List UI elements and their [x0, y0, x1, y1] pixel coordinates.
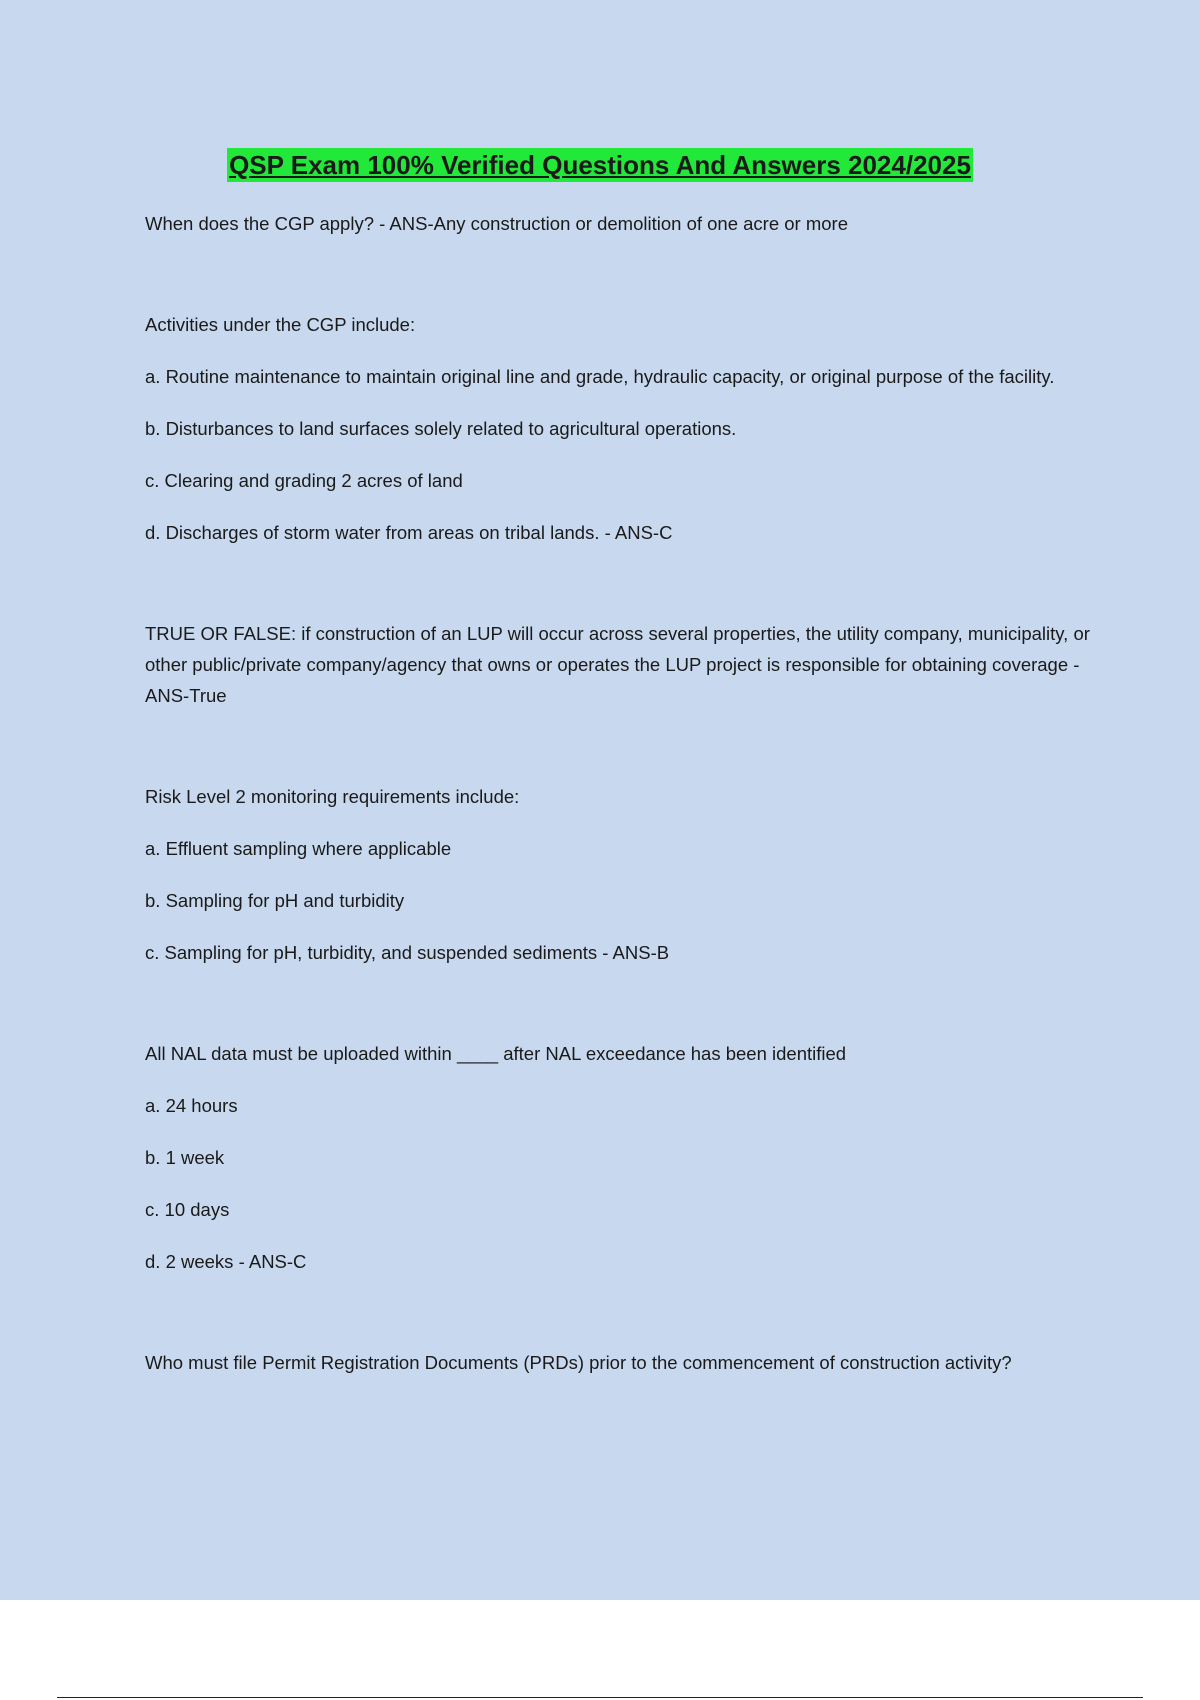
answer-option: d. 2 weeks - ANS-C — [145, 1251, 307, 1272]
title-container — [0, 148, 1200, 182]
question-text: All NAL data must be uploaded within ____ after NAL exceedance has been identified — [145, 1043, 847, 1064]
question-text: TRUE OR FALSE: if construction of an LUP will occur across several properties, the utility company, municipality, or other public/private company/agency that owns or operates the LUP project is responsible for obtaining coverage - ANS-True — [145, 623, 1090, 706]
answer-option: c. 10 days — [145, 1199, 230, 1220]
qa-block — [145, 208, 1100, 239]
qa-block — [145, 1347, 1100, 1378]
question-text: Activities under the CGP include: — [145, 314, 416, 335]
footer-divider — [57, 1697, 1143, 1698]
answer-option: b. 1 week — [145, 1147, 225, 1168]
question-text: Who must file Permit Registration Documents (PRDs) prior to the commencement of construction activity? — [145, 1352, 1012, 1373]
qa-block — [145, 309, 1100, 548]
answer-option: a. Effluent sampling where applicable — [145, 838, 452, 859]
question-text: When does the CGP apply? - ANS-Any construction or demolition of one acre or more — [145, 213, 849, 234]
qa-block — [145, 618, 1100, 711]
answer-option: a. 24 hours — [145, 1095, 238, 1116]
question-text: Risk Level 2 monitoring requirements include: — [145, 786, 520, 807]
document-body — [145, 208, 1100, 1378]
answer-option: b. Sampling for pH and turbidity — [145, 890, 405, 911]
answer-option: b. Disturbances to land surfaces solely related to agricultural operations. — [145, 418, 737, 439]
answer-option: c. Sampling for pH, turbidity, and suspended sediments - ANS-B — [145, 942, 670, 963]
document-title: QSP Exam 100% Verified Questions And Answers 2024/2025 — [229, 150, 971, 180]
qa-block — [145, 1038, 1100, 1277]
answer-option: a. Routine maintenance to maintain original line and grade, hydraulic capacity, or original purpose of the facility. — [145, 366, 1055, 387]
qa-block — [145, 781, 1100, 968]
answer-option: c. Clearing and grading 2 acres of land — [145, 470, 463, 491]
answer-option: d. Discharges of storm water from areas on tribal lands. - ANS-C — [145, 522, 673, 543]
